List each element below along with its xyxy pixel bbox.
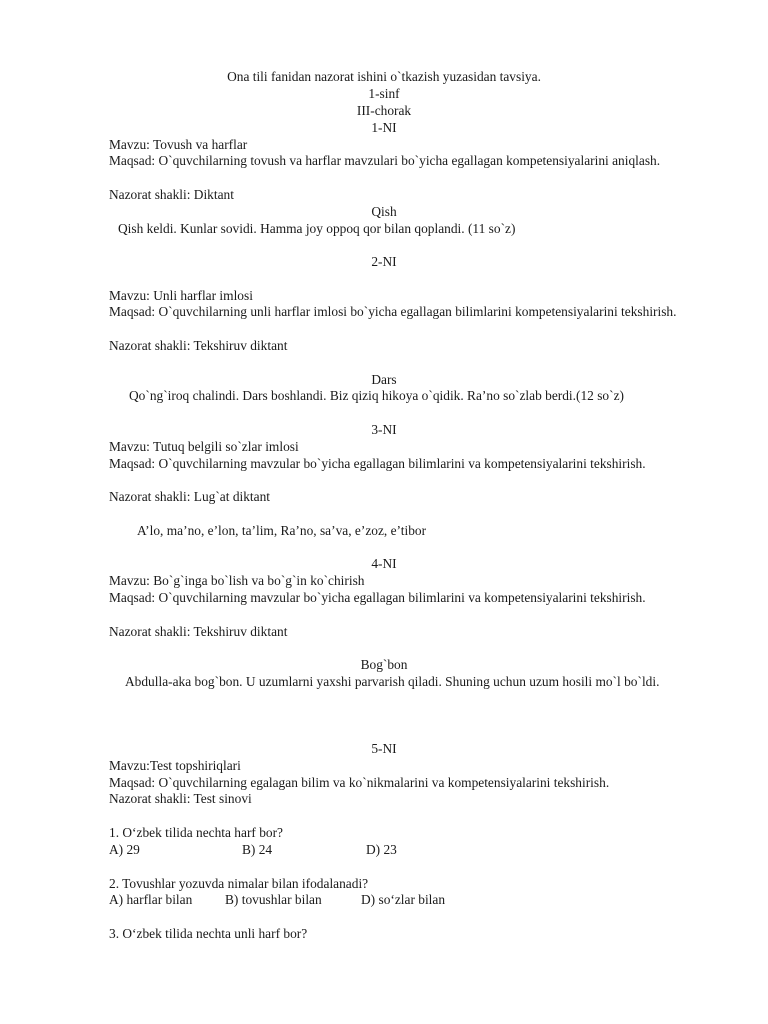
text-body: Abdulla-aka bog`bon. U uzumlarni yaxshi parvarish qiladi. Shuning uchun uzum hosili mo`l bo`ldi. (125, 674, 660, 689)
section-goal: Maqsad: O`quvchilarning egalagan bilim va ko`nikmalarini va kompetensiyalarini tekshirish. (109, 775, 610, 790)
answer-option: A) 29 (109, 842, 140, 857)
word-list: A’lo, ma’no, e’lon, ta’lim, Ra’no, sa’va, e’zoz, e’tibor (137, 523, 427, 538)
test-question: 1. O‘zbek tilida nechta harf bor? (109, 825, 283, 840)
section-topic: Mavzu:Test topshiriqlari (109, 758, 241, 773)
section-control-form: Nazorat shakli: Diktant (109, 187, 234, 202)
test-question: 2. Tovushlar yozuvda nimalar bilan ifodalanadi? (109, 876, 369, 891)
test-question: 3. O‘zbek tilida nechta unli harf bor? (109, 926, 308, 941)
section-control-form: Nazorat shakli: Tekshiruv diktant (109, 338, 288, 353)
answer-option: D) so‘zlar bilan (361, 892, 446, 907)
section-goal: Maqsad: O`quvchilarning tovush va harflar mavzulari bo`yicha egallagan kompetensiyalarini aniqlash. (109, 153, 661, 168)
section-control-form: Nazorat shakli: Tekshiruv diktant (109, 624, 288, 639)
text-title: Qish (371, 204, 397, 219)
section-goal: Maqsad: O`quvchilarning mavzular bo`yicha egallagan bilimlarini va kompetensiyalarini tekshirish. (109, 590, 646, 605)
section-heading: 1-NI (371, 120, 397, 135)
section-heading: 4-NI (371, 556, 397, 571)
answer-option: B) 24 (242, 842, 273, 857)
text-title: Dars (371, 372, 397, 387)
section-goal: Maqsad: O`quvchilarning unli harflar imlosi bo`yicha egallagan bilimlarini kompetensiyalarini tekshirish. (109, 304, 677, 319)
text-body: Qish keldi. Kunlar sovidi. Hamma joy oppoq qor bilan qoplandi. (11 so`z) (118, 221, 516, 236)
section-control-form: Nazorat shakli: Lug`at diktant (109, 489, 271, 504)
grade-label: 1-sinf (368, 86, 400, 101)
section-control-form: Nazorat shakli: Test sinovi (109, 791, 252, 806)
section-heading: 5-NI (371, 741, 397, 756)
text-title: Bog`bon (360, 657, 408, 672)
section-heading: 3-NI (371, 422, 397, 437)
section-goal: Maqsad: O`quvchilarning mavzular bo`yicha egallagan bilimlarini va kompetensiyalarini tekshirish. (109, 456, 646, 471)
section-topic: Mavzu: Unli harflar imlosi (109, 288, 253, 303)
text-body: Qo`ng`iroq chalindi. Dars boshlandi. Biz qiziq hikoya o`qidik. Ra’no so`zlab berdi.(12 so`z) (129, 388, 624, 403)
quarter-label: III-chorak (356, 103, 412, 118)
document-title: Ona tili fanidan nazorat ishini o`tkazish yuzasidan tavsiya. (227, 69, 541, 84)
section-heading: 2-NI (371, 254, 397, 269)
answer-option: D) 23 (366, 842, 397, 857)
section-topic: Mavzu: Tutuq belgili so`zlar imlosi (109, 439, 299, 454)
answer-option: B) tovushlar bilan (225, 892, 322, 907)
section-topic: Mavzu: Bo`g`inga bo`lish va bo`g`in ko`chirish (109, 573, 365, 588)
section-topic: Mavzu: Tovush va harflar (109, 137, 248, 152)
answer-option: A) harflar bilan (109, 892, 193, 907)
